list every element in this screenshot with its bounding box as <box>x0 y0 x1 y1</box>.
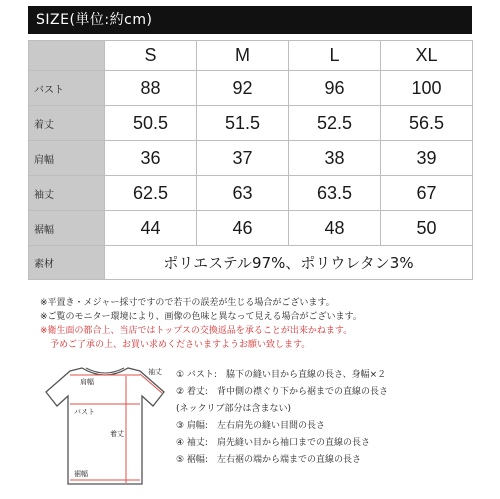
diagram-label-length: 着丈 <box>110 430 124 438</box>
size-title-bar <box>28 6 472 34</box>
note-monitor: ※ご覧のモニター環境により、画像の色味と異なって見える場合がございます。 <box>40 312 362 322</box>
tshirt-diagram <box>40 362 170 492</box>
table-cell: 56.5 <box>381 106 473 141</box>
table-row <box>29 176 473 211</box>
row-header-sleeve: 袖丈 <box>29 176 105 211</box>
column-header-s: S <box>105 41 197 71</box>
table-cell: 62.5 <box>105 176 197 211</box>
table-cell: 63.5 <box>289 176 381 211</box>
tshirt-outline <box>46 368 164 484</box>
table-cell: 100 <box>381 71 473 106</box>
table-cell: 50 <box>381 211 473 246</box>
table-cell: 39 <box>381 141 473 176</box>
table-cell: 52.5 <box>289 106 381 141</box>
table-cell: 50.5 <box>105 106 197 141</box>
table-cell: 67 <box>381 176 473 211</box>
table-cell: 51.5 <box>197 106 289 141</box>
note-measurement: ※平置き・メジャー採寸ですので若干の誤差が生じる場合がございます。 <box>40 298 335 308</box>
table-cell: 44 <box>105 211 197 246</box>
column-header-xl: XL <box>381 41 473 71</box>
table-cell: 96 <box>289 71 381 106</box>
note-no-return: ※衛生面の都合上、当店ではトップスの交換返品を承ることが出来かねます。 <box>40 326 353 336</box>
row-header-hem: 裾幅 <box>29 211 105 246</box>
diagram-label-bust: バスト <box>74 408 95 416</box>
table-row <box>29 141 473 176</box>
note-apology: 予めご了承の上、お買い求めくださいますようお願い致します。 <box>50 340 311 350</box>
table-cell: 92 <box>197 71 289 106</box>
legend-hem: ⑤ 裾幅: 左右裾の端から端までの直線の長さ <box>176 455 361 465</box>
table-row <box>29 211 473 246</box>
column-header-m: M <box>197 41 289 71</box>
table-row <box>29 106 473 141</box>
row-header-shoulder: 肩幅 <box>29 141 105 176</box>
corner-cell <box>29 41 105 71</box>
column-header-l: L <box>289 41 381 71</box>
diagram-label-sleeve: 袖丈 <box>148 368 162 376</box>
size-table <box>28 40 473 280</box>
table-row <box>29 71 473 106</box>
table-cell: 88 <box>105 71 197 106</box>
row-header-material: 素材 <box>29 246 105 280</box>
legend-length-note: (ネックリブ部分は含まない) <box>176 404 292 414</box>
size-title: SIZE(単位:約cm) <box>36 12 153 28</box>
table-cell: 63 <box>197 176 289 211</box>
table-cell: 38 <box>289 141 381 176</box>
material-value: ポリエステル97%、ポリウレタン3% <box>105 246 473 280</box>
row-header-length: 着丈 <box>29 106 105 141</box>
material-row <box>29 246 473 280</box>
legend-sleeve: ④ 袖丈: 肩先縫い目から袖口までの直線の長さ <box>176 438 370 448</box>
table-cell: 37 <box>197 141 289 176</box>
size-header-row <box>29 41 473 71</box>
table-cell: 46 <box>197 211 289 246</box>
legend-bust: ① バスト: 脇下の縫い目から直線の長さ、身幅×２ <box>176 370 387 380</box>
table-cell: 48 <box>289 211 381 246</box>
measurement-legend <box>176 367 476 469</box>
legend-shoulder: ③ 肩幅: 左右肩先の縫い目間の長さ <box>176 421 325 431</box>
row-header-bust: バスト <box>29 71 105 106</box>
legend-length: ② 着丈: 背中側の襟ぐり下から裾までの直線の長さ <box>176 387 388 397</box>
diagram-label-hem: 裾幅 <box>74 470 88 478</box>
table-cell: 36 <box>105 141 197 176</box>
notes-block <box>40 296 480 352</box>
diagram-label-shoulder: 肩幅 <box>80 378 94 386</box>
